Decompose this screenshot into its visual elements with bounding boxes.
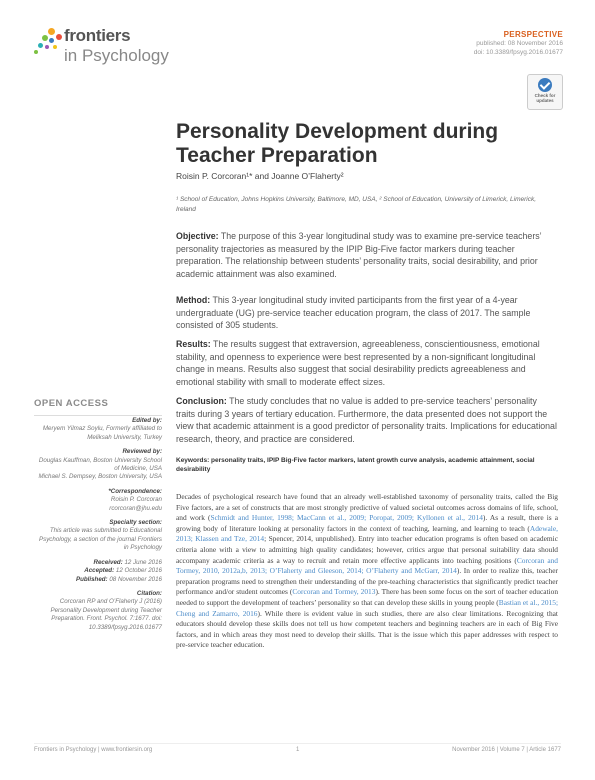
specialty-section-label: Specialty section: xyxy=(109,519,162,527)
abstract-method xyxy=(176,294,558,332)
abstract-text: The purpose of this 3-year longitudinal study was to examine pre-service teachers’ personality trajectories as measured by the IPIP Big-Five factor markers during teacher preparation. The relationship between students’ personality traits, social desirability, and prior academic attainment was also examined. xyxy=(176,231,542,279)
published-date: published: 08 November 2016 xyxy=(476,40,563,47)
body-text-segment: ). There has been some focus on the sort of teacher education needed to support the development of teachers’ personality so that can develop these skills in young people ( xyxy=(176,587,559,607)
received-date-row xyxy=(34,559,162,567)
published-date-value: 08 November 2016 xyxy=(109,575,162,583)
reviewer-name: Douglas Kauffman, Boston University School of Medicine, USA xyxy=(38,456,162,473)
abstract-conclusion xyxy=(176,395,558,445)
published-date-row xyxy=(34,576,162,584)
abstract-objective xyxy=(176,230,558,280)
correspondence-name: Roisin P. Corcoran xyxy=(110,496,162,504)
abstract-label: Conclusion: xyxy=(176,396,227,406)
abstract-label: Results: xyxy=(176,339,211,349)
open-access-heading: OPEN ACCESS xyxy=(34,398,162,416)
received-date: 12 June 2016 xyxy=(124,558,162,566)
citation-link[interactable]: Corcoran and Tormey, 2013 xyxy=(292,587,376,597)
reviewer-name: Michael S. Dempsey, Boston University, USA xyxy=(38,473,162,481)
article-title: Personality Development during Teacher Preparation xyxy=(176,120,499,167)
body-text-segment: ). As a result, there is a growing body of literature looking at personality factors in the context of teaching, learning, and learning to teach ( xyxy=(176,513,558,533)
abstract-label: Method: xyxy=(176,295,211,305)
check-for-updates-button[interactable] xyxy=(527,74,563,110)
published-label: Published: xyxy=(75,575,108,583)
reviewed-by-label: Reviewed by: xyxy=(122,448,162,456)
body-text-segment: Decades of psychological research have found that an already well-established taxonomy of personality traits, called the Big Five factors, are a set of constructs that are most strongly predictive of valued societal outcomes across domains of life, school, and work ( xyxy=(176,492,558,523)
page-number: 1 xyxy=(296,747,300,753)
received-label: Received: xyxy=(93,558,123,566)
abstract-text: The study concludes that no value is added to pre-service teachers’ personality traits during 3 years of tertiary education. Furthermore, the data presented does not support the view that academic attainment is a good predictor of personality traits. Implications for educational research, theory, and practice are considered. xyxy=(176,396,557,444)
footer-journal-link[interactable]: Frontiers in Psychology | www.frontiersin.org xyxy=(34,747,153,753)
correspondence-email[interactable]: rcorcoran@jhu.edu xyxy=(109,504,162,512)
abstract-results xyxy=(176,338,558,388)
citation-text: Corcoran RP and O’Flaherty J (2016) Personality Development during Teacher Preparation. Front. Psychol. 7:1677. doi: 10.3389/fpsyg.2016.01677 xyxy=(50,598,162,631)
frontiers-logo-icon xyxy=(34,28,68,62)
body-paragraph xyxy=(176,492,558,651)
affiliations: ¹ School of Education, Johns Hopkins University, Baltimore, MD, USA, ² School of Education, University of Limerick, Limerick, Ireland xyxy=(176,196,537,213)
citation-label: Citation: xyxy=(136,589,162,597)
page-footer xyxy=(34,743,561,753)
keywords-text: personality traits, IPIP Big-Five factor markers, latent growth curve analysis, academic attainment, social desirability xyxy=(176,457,535,473)
check-icon xyxy=(538,78,552,92)
keywords xyxy=(176,456,556,474)
accepted-date: 12 October 2016 xyxy=(115,567,162,575)
logo-text-journal: in Psychology xyxy=(64,46,169,65)
body-text-segment: ; Spencer, 2014, unpublished). Entry into teacher education programs is often based on academic criteria alone with a view to admitting high quality candidates; however, critics argue that personal suitability data should accompany academic criteria as a way to recruit and retain more effective applicants into teaching positions ( xyxy=(176,534,558,565)
article-type: PERSPECTIVE xyxy=(503,30,563,39)
doi-link[interactable]: doi: 10.3389/fpsyg.2016.01677 xyxy=(473,49,563,56)
author-list: Roisin P. Corcoran¹* and Joanne O’Flaherty² xyxy=(176,171,344,181)
accepted-label: Accepted: xyxy=(84,567,115,575)
logo-text-frontiers: frontiers xyxy=(64,26,131,45)
check-for-updates-label: Check for updates xyxy=(534,93,556,103)
footer-volume-info: November 2016 | Volume 7 | Article 1677 xyxy=(452,747,561,753)
abstract-text: This 3-year longitudinal study invited participants from the first year of a 4-year undergraduate (UG) pre-service teacher education program, the class of 2017. The sample consisted of 305 students. xyxy=(176,295,531,331)
body-text-segment: ). While there is evident value in such studies, there are also clear limitations. Recognizing that educators should develop these skills does not tell us how competent teachers and beginning teachers are in each of Big Five factors, and in which areas they most need to develop their skills. That is the issue which this paper addresses with respect to pre-service teacher education. xyxy=(176,608,558,650)
citation-link[interactable]: Bastian et al., 2015; Cheng and Zamarro, 2016 xyxy=(176,597,558,618)
correspondence-label: *Correspondence: xyxy=(108,487,162,495)
body-text-segment: ). In order to realize this, teacher preparation programs need to strengthen their understanding of the pre-teaching characteristics that significantly predict teacher performance and/or student outcomes ( xyxy=(176,566,558,597)
citation-link[interactable]: Adewale, 2013; Klassen and Tze, 2014 xyxy=(176,523,558,544)
editor-name: Meryem Yilmaz Soylu, Formerly affiliated to Meliksah University, Turkey xyxy=(42,425,162,441)
citation-link[interactable]: Corcoran and Tormey, 2010, 2012a,b, 2013; O’Flaherty and Gleeson, 2014; O’Flaherty and McGarr, 2014 xyxy=(176,555,558,576)
article-meta-header xyxy=(343,30,563,57)
journal-logo[interactable] xyxy=(34,24,204,74)
article-info-sidebar xyxy=(34,417,162,638)
abstract-text: The results suggest that extraversion, agreeableness, conscientiousness, emotional stability, and openness to experience were best represented by a non-significant longitudinal change in means. Results also suggest that social desirability predicts agreeableness and emotional stability with small to moderate effect sizes. xyxy=(176,339,540,387)
abstract-label: Objective: xyxy=(176,231,219,241)
accepted-date-row xyxy=(34,567,162,575)
specialty-section-text: This article was submitted to Educational Psychology, a section of the journal Frontiers in Psychology xyxy=(38,527,162,552)
edited-by-label: Edited by: xyxy=(132,417,162,424)
citation-link[interactable]: Schmidt and Hunter, 1998; MacCann et al., 2009; Poropat, 2009; Kyllonen et al., 2014 xyxy=(210,513,483,523)
keywords-label: Keywords: xyxy=(176,457,210,464)
